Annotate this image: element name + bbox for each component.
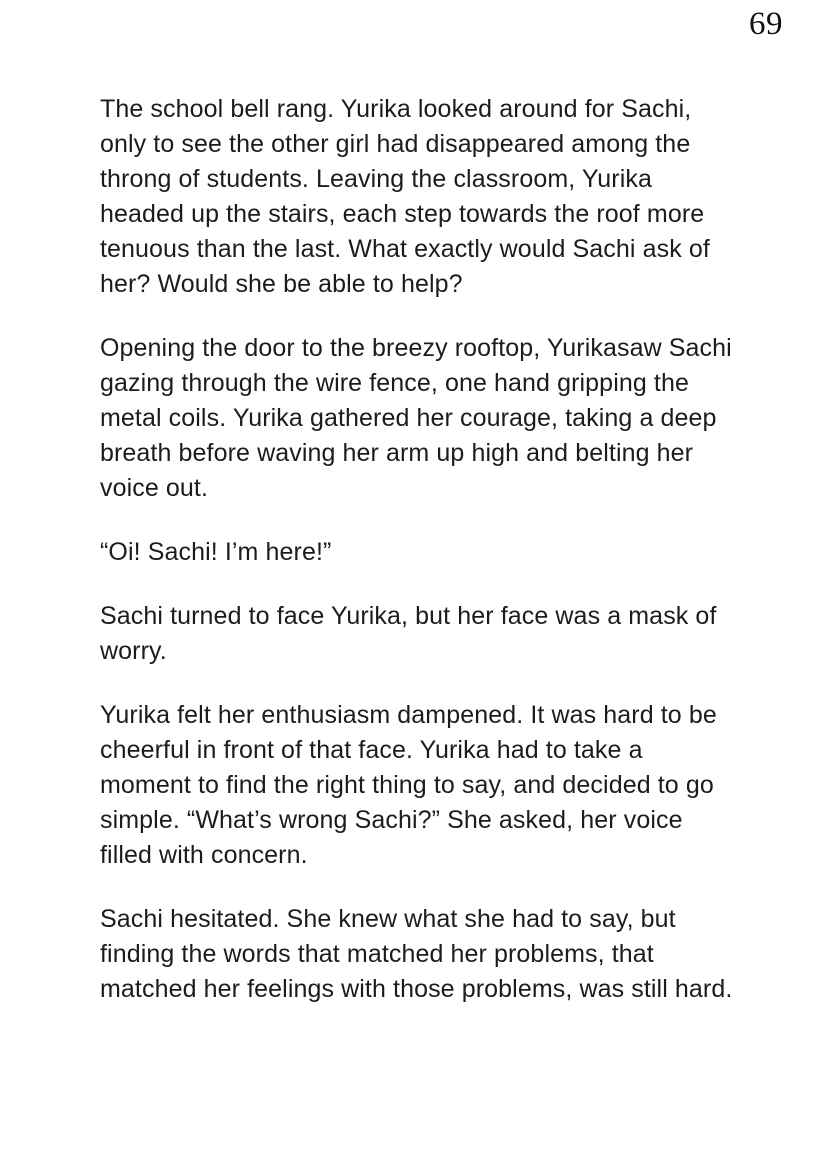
paragraph-dialogue: “Oi! Sachi! I’m here!” (100, 538, 332, 566)
paragraph: Sachi turned to face Yurika, but her face was a mask of worry. (100, 602, 717, 665)
paragraph: Sachi hesitated. She knew what she had to say, but finding the words that matched her problems, that matched her feelings with those problems, was still hard. (100, 905, 733, 1003)
paragraph: Yurika felt her enthusiasm dampened. It was hard to be cheerful in front of that face. Yurika had to take a moment to find the right thing to say, and decided to go simple. “What’s wrong Sachi?” She asked, her voice filled with concern. (100, 701, 717, 869)
page-number: 69 (749, 6, 783, 42)
paragraph: Opening the door to the breezy rooftop, Yurikasaw Sachi gazing through the wire fence, one hand gripping the metal coils. Yurika gathered her courage, taking a deep breath before waving her arm up high and belting her voice out. (100, 334, 732, 502)
body-text (100, 92, 738, 1007)
paragraph: The school bell rang. Yurika looked around for Sachi, only to see the other girl had disappeared among the throng of students. Leaving the classroom, Yurika headed up the stairs, each step towards the roof more tenuous than the last. What exactly would Sachi ask of her? Would she be able to help? (100, 95, 710, 298)
